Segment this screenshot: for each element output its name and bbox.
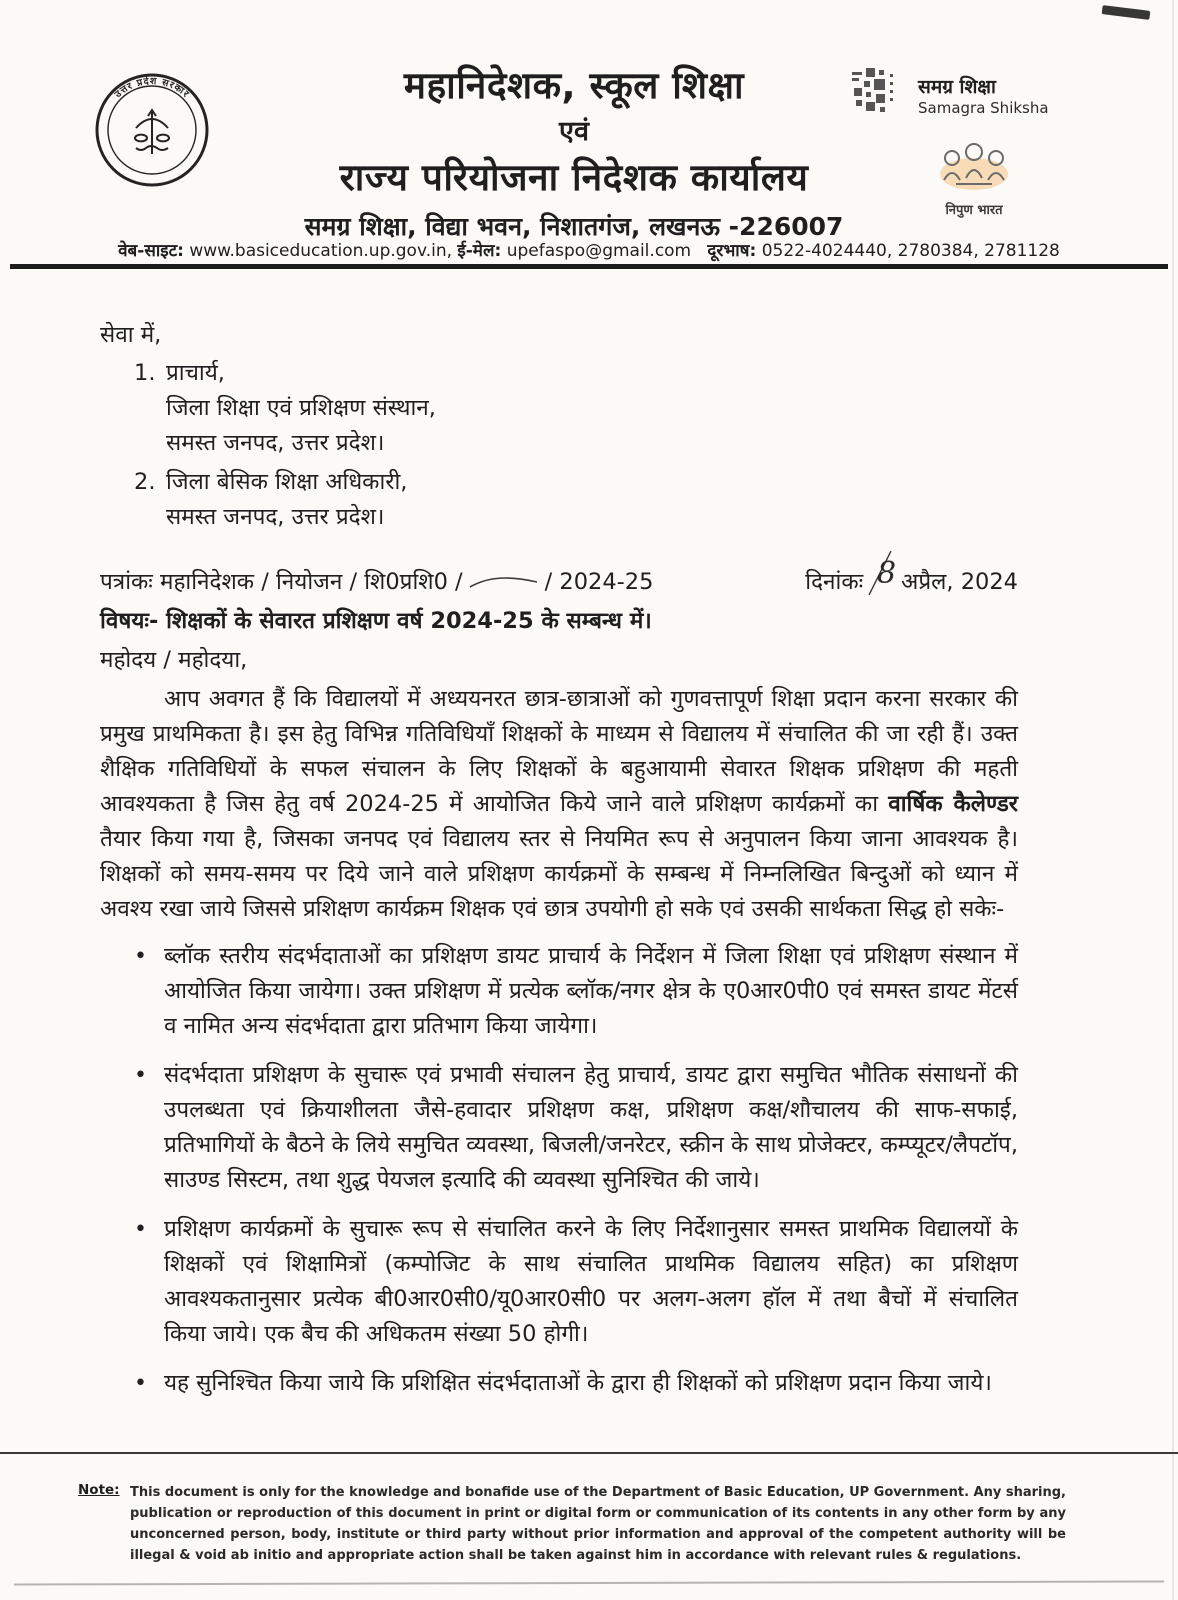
org-title-line3: राज्य परियोजना निदेशक कार्यालय: [339, 156, 809, 199]
org-title-line2: एवं: [559, 116, 589, 147]
bullet-icon: •: [134, 1217, 147, 1242]
footer-rule: [0, 1452, 1178, 1454]
recipient-1-line-3: समस्त जनपद, उत्तर प्रदेश।: [166, 430, 385, 456]
letter-body: [100, 318, 1018, 1415]
recipient-2-line-1: जिला बेसिक शिक्षा अधिकारी,: [166, 469, 408, 495]
list-item: [100, 1058, 1018, 1198]
date-group: [805, 545, 1018, 600]
date-label: दिनांकः: [805, 569, 864, 595]
bullet-text-3: प्रशिक्षण कार्यक्रमों के सुचारू रूप से संचालित करने के लिए निर्देशानुसार समस्त प्राथमिक विद्यालयों के शिक्षकों एवं शिक्षामित्रों (कम्पोजिट के साथ संचालित प्राथमिक विद्यालय सहित) का प्रशिक्षण आवश्यकतानुसार प्रत्येक बी0आर0सी0/यू0आर0सी0 पर अलग-अलग हॉल में तथा बैचों में संचालित किया जाये। एक बैच की अधिकतम संख्या 50 होगी।: [164, 1216, 1018, 1347]
seal-emblem: [135, 110, 169, 154]
list-item: [100, 1212, 1018, 1352]
recipient-1: [134, 356, 1018, 461]
bullet-text-4: यह सुनिश्चित किया जाये कि प्रशिक्षित संदर्भदाताओं के द्वारा ही शिक्षकों को प्रशिक्षण प्रदान किया जाये।: [164, 1370, 992, 1396]
bullet-text-1: ब्लॉक स्तरीय संदर्भदाताओं का प्रशिक्षण डायट प्राचार्य के निर्देशन में जिला शिक्षा एवं प्रशिक्षण संस्थान में आयोजित किया जायेगा। उक्त प्रशिक्षण में प्रत्येक ब्लॉक/नगर क्षेत्र के ए0आर0पी0 एवं समस्त डायट मेंटर्स व नामित अन्य संदर्भदाता द्वारा प्रतिभाग किया जायेगा।: [164, 943, 1018, 1039]
nipun-bharat-logo: [914, 140, 1034, 218]
paragraph-bold-phrase: वार्षिक कैलेण्डर: [888, 791, 1018, 817]
org-title-line1: महानिदेशक, स्कूल शिक्षा: [403, 64, 745, 107]
greeting: महोदय / महोदया,: [100, 647, 248, 673]
header-rule: [10, 264, 1168, 269]
contact-line: [0, 238, 1178, 261]
list-item: [100, 1366, 1018, 1401]
reference-year: / 2024-25: [544, 569, 654, 595]
subject-line: विषयः- शिक्षकों के सेवारत प्रशिक्षण वर्ष 2024-25 के सम्बन्ध में।: [100, 608, 652, 634]
bullet-icon: •: [134, 1371, 147, 1396]
seal-arc-text: उत्तर प्रदेश सरकार: [112, 75, 192, 101]
recipient-1-line-2: जिला शिक्षा एवं प्रशिक्षण संस्थान,: [166, 395, 436, 421]
letterhead: [0, 0, 1178, 268]
main-paragraph: [100, 682, 1018, 927]
samagra-shiksha-hindi: समग्र शिक्षा: [918, 76, 996, 98]
paragraph-part-1: आप अवगत हैं कि विद्यालयों में अध्ययनरत छात्र-छात्राओं को गुणवत्तापूर्ण शिक्षा प्रदान करना सरकार की प्रमुख प्राथमिकता है। इस हेतु विभिन्न गतिविधियाँ शिक्षकों के माध्यम से विद्यालय में संचालित की जा रही हैं। उक्त शैक्षिक गतिविधियों के सफल संचालन के लिए शिक्षकों के बहुआयामी सेवारत शिक्षक प्रशिक्षण की महती आवश्यकता है जिस हेतु वर्ष 2024-25 में आयोजित किये जाने वाले प्रशिक्षण कार्यक्रमों का: [100, 686, 1018, 817]
email-value: upefaspo@gmail.com: [506, 241, 692, 261]
samagra-shiksha-text: [918, 73, 1049, 117]
bullet-icon: •: [134, 944, 147, 969]
samagra-shiksha-icon: [850, 66, 908, 124]
note-label: Note:: [78, 1482, 120, 1498]
handwritten-date-digit: 8: [877, 556, 897, 591]
bullet-list: [100, 939, 1018, 1401]
handwritten-date: [865, 551, 899, 606]
recipient-2-line-2: समस्त जनपद, उत्तर प्रदेश।: [166, 504, 385, 530]
website-label: वेब-साइट:: [118, 241, 184, 261]
salutation: सेवा में,: [100, 322, 162, 348]
footer-note: [78, 1482, 1066, 1566]
samagra-shiksha-english: Samagra Shiksha: [918, 99, 1049, 117]
note-text: This document is only for the knowledge and bonafide use of the Department of Basic Education, UP Government. Any sharing, publication or reproduction of this document in print or digital form or communication of its contents in any other form by any unconcerned person, body, institute or third party without prior information and approval of the competent authority will be illegal & void ab initio and appropriate action shall be taken against him in accordance with relevant rules & regulations.: [130, 1485, 1066, 1563]
phone-label: दूरभाष:: [707, 241, 757, 261]
bullet-icon: •: [134, 1063, 147, 1088]
recipient-1-line-1: प्राचार्य,: [166, 360, 225, 386]
list-item: [100, 939, 1018, 1044]
paragraph-part-2: तैयार किया गया है, जिसका जनपद एवं विद्यालय स्तर से नियमित रूप से अनुपालन किया जाना आवश्यक है। शिक्षकों को समय-समय पर दिये जाने वाले प्रशिक्षण कार्यक्रमों के सम्बन्ध में निम्नलिखित बिन्दुओं को ध्यान में अवश्य रखा जाये जिससे प्रशिक्षण कार्यक्रम शिक्षक एवं छात्र उपयोगी हो सके एवं उसकी सार्थकता सिद्ध हो सकेः-: [100, 826, 1018, 922]
reference-label: पत्रांकः महानिदेशक / नियोजन / शि0प्रशि0 /: [100, 569, 463, 595]
nipun-bharat-text: निपुण भारत: [945, 203, 1003, 218]
reference-line: [100, 545, 1018, 600]
phone-value: 0522-4024440, 2780384, 2781128: [761, 241, 1060, 261]
website-value: www.basiceducation.up.gov.in,: [189, 241, 452, 261]
up-government-seal-graphic: [92, 70, 212, 190]
recipient-1-lines: [166, 356, 436, 461]
recipient-2-lines: [166, 465, 407, 535]
scan-bottom-edge: [14, 1580, 1164, 1585]
email-label: ई-मेल:: [457, 241, 502, 261]
recipient-2: [134, 465, 1018, 535]
letterhead-logos: [850, 66, 1120, 218]
samagra-shiksha-logo: [850, 66, 1120, 124]
bullet-text-2: संदर्भदाता प्रशिक्षण के सुचारू एवं प्रभावी संचालन हेतु प्राचार्य, डायट द्वारा समुचित भौतिक संसाधनों की उपलब्धता एवं क्रियाशीलता जैसे-हवादार प्रशिक्षण कक्ष, प्रशिक्षण कक्ष/शौचालय की साफ-सफाई, प्रतिभागियों के बैठने के लिये समुचित व्यवस्था, बिजली/जनरेटर, स्क्रीन के साथ प्रोजेक्टर, कम्प्यूटर/लैपटॉप, साउण्ड सिस्टम, तथा शुद्ध पेयजल इत्यादि की व्यवस्था सुनिश्चित की जाये।: [164, 1062, 1018, 1193]
handwritten-mark: [467, 567, 541, 602]
letterhead-titles: [230, 58, 918, 243]
date-rest: अप्रैल, 2024: [901, 569, 1018, 595]
nipun-bharat-icon: [926, 140, 1022, 198]
recipient-2-number: 2.: [134, 469, 156, 495]
recipient-1-number: 1.: [134, 360, 156, 386]
up-government-seal: [92, 70, 212, 194]
org-address: समग्र शिक्षा, विद्या भवन, निशातगंज, लखनऊ -226007: [304, 212, 844, 241]
